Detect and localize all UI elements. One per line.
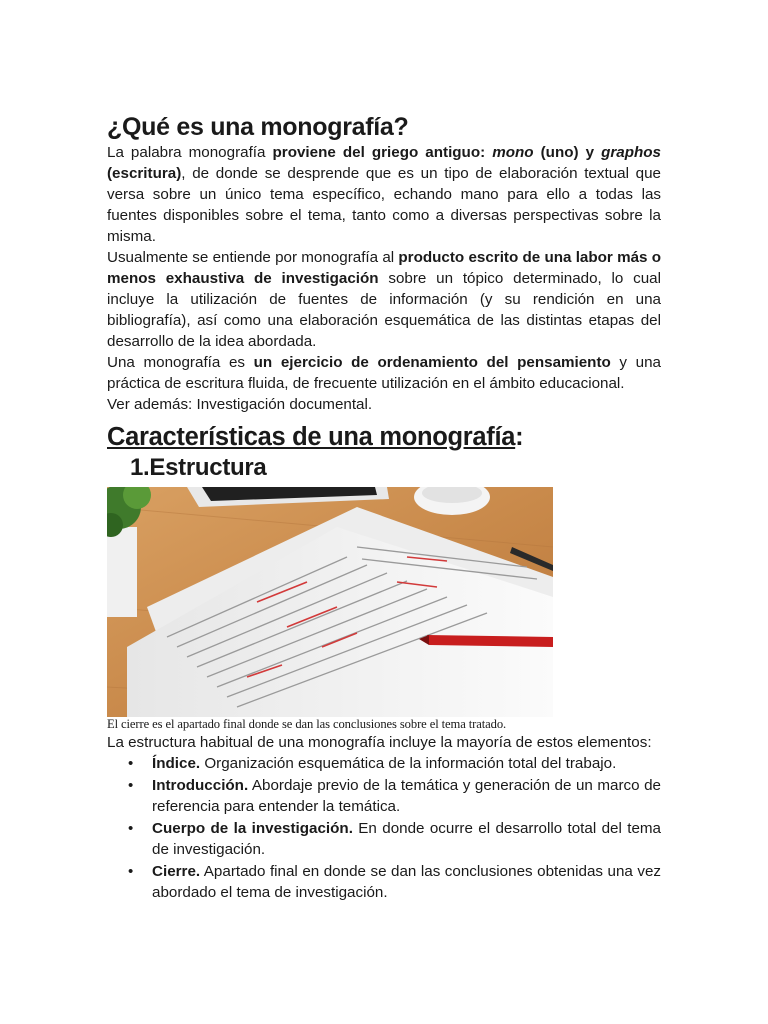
- bold-run: (escritura): [107, 165, 182, 182]
- list-item-term: Cierre.: [152, 862, 201, 880]
- text-run: Una monografía es: [107, 354, 254, 371]
- bold-italic-run: graphos: [601, 144, 662, 161]
- paragraph-definition: [107, 142, 661, 247]
- bullet-icon: •: [128, 819, 134, 837]
- structure-list: [107, 753, 661, 904]
- image-caption: El cierre es el apartado final donde se dan las conclusiones sobre el tema tratado.: [107, 717, 507, 731]
- document-page: [107, 112, 661, 904]
- bullet-icon: •: [128, 776, 134, 794]
- section-heading-colon: :: [515, 423, 524, 451]
- text-run: , de donde se desprende que es un tipo de elaboración textual que versa sobre un único tema específico, echando mano para ello a todas las fuentes disponibles sobre el tema, tanto como a diversas perspectivas sobre la misma.: [107, 165, 661, 245]
- list-item-text: En donde ocurre el desarrollo total del tema de investigación.: [152, 819, 661, 858]
- list-item-text: Abordaje previo de la temática y generación de un marco de referencia para entender la temática.: [152, 776, 661, 815]
- list-item-term: Introducción.: [152, 776, 249, 794]
- paragraph-usage: [107, 247, 661, 352]
- list-item: [128, 753, 661, 775]
- paragraph-exercise: [107, 352, 661, 394]
- bullet-icon: •: [128, 862, 134, 880]
- list-item-term: Cuerpo de la investigación.: [152, 819, 353, 837]
- subsection-heading: [130, 453, 661, 483]
- text-run: sobre un tópico determinado, lo cual incluye la utilización de fuentes de información (y su rendición en una bibliografía), así como una elaboración esquemática de las distintas etapas del desarrollo de la idea abordada.: [107, 270, 662, 350]
- section-heading-text: Características de una monografía: [107, 423, 516, 451]
- text-run: La palabra monografía: [107, 144, 273, 161]
- structure-intro: La estructura habitual de una monografía incluye la mayoría de estos elementos:: [107, 734, 652, 751]
- bold-run: un ejercicio de ordenamiento del pensamiento: [253, 354, 611, 371]
- text-run: y una práctica de escritura fluida, de frecuente utilización en el ámbito educacional.: [107, 354, 662, 392]
- subsection-title: Estructura: [149, 454, 267, 481]
- list-item-term: Índice.: [152, 755, 201, 772]
- list-item: [128, 818, 661, 861]
- bold-run: producto escrito de una labor más o menos exhaustiva de investigación: [107, 249, 661, 287]
- bold-run: proviene del griego antiguo:: [272, 144, 486, 161]
- list-item: [128, 775, 661, 818]
- bullet-icon: •: [128, 755, 134, 772]
- list-item: [128, 861, 661, 904]
- subsection-number: 1.: [130, 454, 150, 481]
- bold-italic-run: mono: [492, 144, 534, 161]
- see-also-line: Ver además: Investigación documental.: [107, 396, 373, 413]
- page-title: ¿Qué es una monografía?: [107, 113, 409, 141]
- bold-run: (uno) y: [533, 144, 602, 161]
- section-heading: [107, 421, 661, 453]
- list-item-text: Organización esquemática de la información total del trabajo.: [200, 755, 617, 772]
- document-photo: [107, 487, 553, 717]
- text-run: Usualmente se entiende por monografía al: [107, 249, 399, 266]
- list-item-text: Apartado final en donde se dan las conclusiones obtenidas una vez abordado el tema de investigación.: [152, 862, 661, 901]
